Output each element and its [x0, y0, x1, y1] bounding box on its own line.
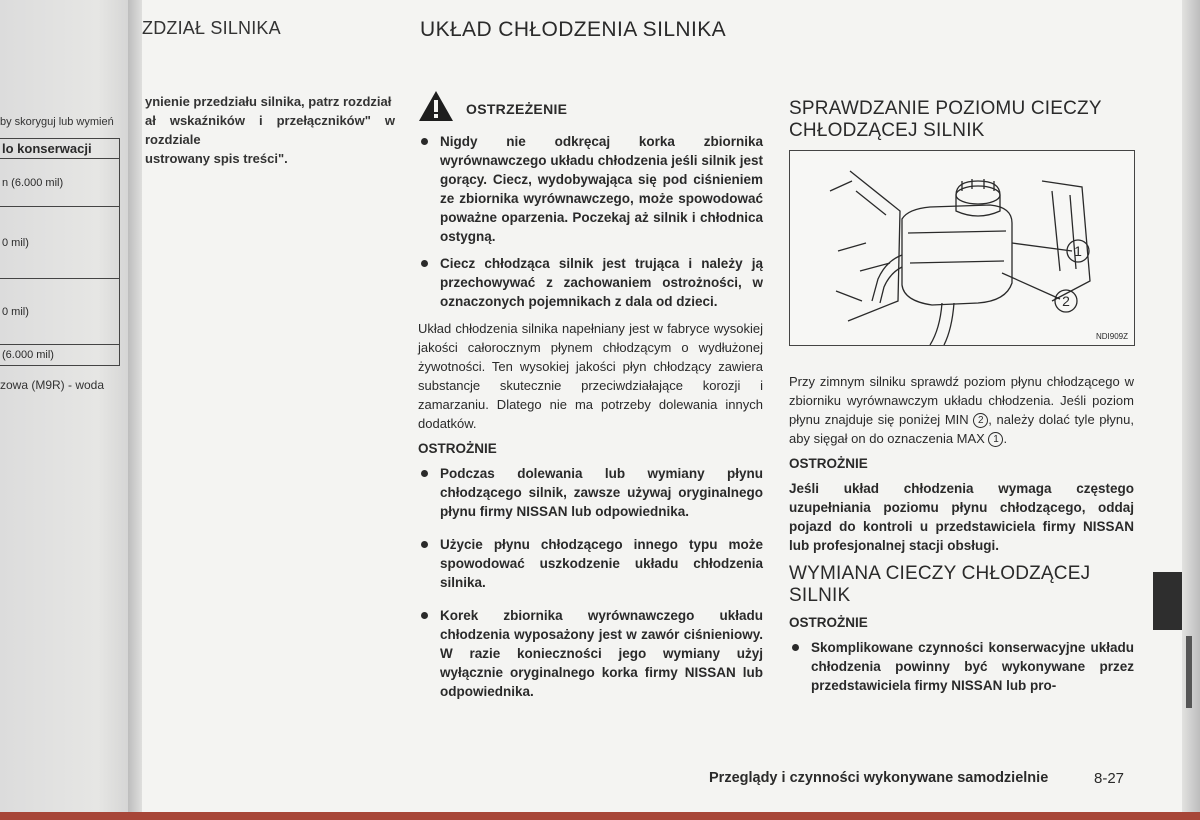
- left-text-line: ustrowany spis treści".: [145, 151, 288, 166]
- section-heading-check: [789, 98, 1134, 142]
- check-text: , należy dolać tyle płynu, aby sięgał on do oznaczenia MAX: [789, 412, 1134, 446]
- left-fragment-top: by skoryguj lub wymień: [0, 116, 114, 128]
- caution-title: OSTROŻNIE: [418, 441, 497, 456]
- table-row: 0 mil): [0, 279, 119, 345]
- check-text: Przy zimnym silniku sprawdź poziom płynu chłodzącego w zbiorniku wyrównawczym układu chłodzenia. Jeśli poziom płynu znajduje się poniżej MIN: [789, 374, 1134, 427]
- coolant-reservoir-figure: [789, 150, 1135, 346]
- table-row: 0 mil): [0, 207, 119, 279]
- heading-line: SILNIK: [789, 585, 851, 606]
- figure-code: NDI909Z: [1095, 332, 1128, 341]
- warning-triangle-icon: [418, 90, 454, 122]
- warning-title: OSTRZEŻENIE: [466, 101, 568, 117]
- table-row: n (6.000 mil): [0, 159, 119, 207]
- bottom-band: [0, 812, 1200, 820]
- left-fragment-table: [0, 138, 120, 366]
- page-title: UKŁAD CHŁODZENIA SILNIKA: [420, 18, 727, 41]
- column-right: [789, 98, 1134, 703]
- caution-title: OSTROŻNIE: [789, 456, 868, 471]
- coolant-reservoir-illustration: [790, 151, 1134, 345]
- edge-mark: [1186, 636, 1192, 708]
- warning-bullet: Ciecz chłodząca silnik jest trująca i należy ją przechowywać z zachowaniem ostrożności, w oznaczonych pojemnikach z dala od dzieci.: [418, 254, 763, 311]
- min-reference: 2: [973, 413, 988, 428]
- column-left: [418, 90, 763, 709]
- heading-line: CHŁODZĄCEJ SILNIK: [789, 120, 985, 141]
- callout-2: 2: [1062, 293, 1070, 309]
- section-heading-replace: [789, 563, 1134, 607]
- left-page-text: [145, 92, 395, 168]
- warning-bullet: Nigdy nie odkręcaj korka zbiornika wyrównawczego układu chłodzenia jeśli silnik jest gorący. Ciecz, wydobywająca się pod ciśnieniem ze zbiornika wyrównawczego, może spowodować poważne oparzenia. Poczekaj aż silnik i chłodnica ostygną.: [418, 132, 763, 246]
- page-number: 8-27: [1094, 770, 1125, 787]
- left-fragment-bottom: zowa (M9R) - woda: [0, 378, 105, 392]
- callout-1: 1: [1074, 243, 1082, 259]
- intro-paragraph: Układ chłodzenia silnika napełniany jest w fabryce wysokiej jakości całorocznym płynem chłodzącym o wydłużonej żywotności. Ten wysokiej jakości płyn chłodzący zawiera substancje skutecznie przeciwdziałające korozji i zamarzaniu. Dlatego nie ma potrzeby dolewania innych dodatków.: [418, 321, 763, 431]
- max-reference: 1: [988, 432, 1003, 447]
- caution-bullet: Korek zbiornika wyrównawczego układu chłodzenia wyposażony jest w zawór ciśnieniowy. W razie konieczności jego wymiany użyj wyłącznie oryginalnego korka firmy NISSAN lub odpowiednika.: [418, 606, 763, 701]
- warning-header: [418, 90, 763, 122]
- table-header: lo konserwacji: [0, 139, 119, 159]
- caution-bullet: Użycie płynu chłodzącego innego typu może spowodować uszkodzenie układu chłodzenia silnika.: [418, 535, 763, 592]
- heading-line: WYMIANA CIECZY CHŁODZĄCEJ: [789, 563, 1091, 584]
- caution-paragraph: Jeśli układ chłodzenia wymaga częstego uzupełniania poziomu płynu chłodzącego, oddaj pojazd do kontroli u przedstawiciela firmy NISSAN lub profesjonalnej stacji obsługi.: [789, 481, 1134, 553]
- replace-bullet: Skomplikowane czynności konserwacyjne układu chłodzenia powinny być wykonywane przez przedstawiciela firmy NISSAN lub pro-: [789, 638, 1134, 695]
- footer-chapter: Przeglądy i czynności wykonywane samodzielnie: [709, 770, 1049, 786]
- table-row: (6.000 mil): [2, 349, 54, 361]
- left-text-line: ał wskaźników i przełączników" w rozdziale: [145, 113, 395, 147]
- left-text-line: ynienie przedziału silnika, patrz rozdział: [145, 94, 392, 109]
- left-page-header: ZDZIAŁ SILNIKA: [142, 18, 281, 38]
- check-paragraph: [789, 372, 1134, 448]
- caution-bullet: Podczas dolewania lub wymiany płynu chłodzącego silnik, zawsze używaj oryginalnego płynu firmy NISSAN lub odpowiednika.: [418, 464, 763, 521]
- chapter-tab: [1153, 572, 1182, 630]
- check-text: .: [1003, 431, 1008, 446]
- caution-title: OSTROŻNIE: [789, 615, 868, 630]
- heading-line: SPRAWDZANIE POZIOMU CIECZY: [789, 98, 1102, 119]
